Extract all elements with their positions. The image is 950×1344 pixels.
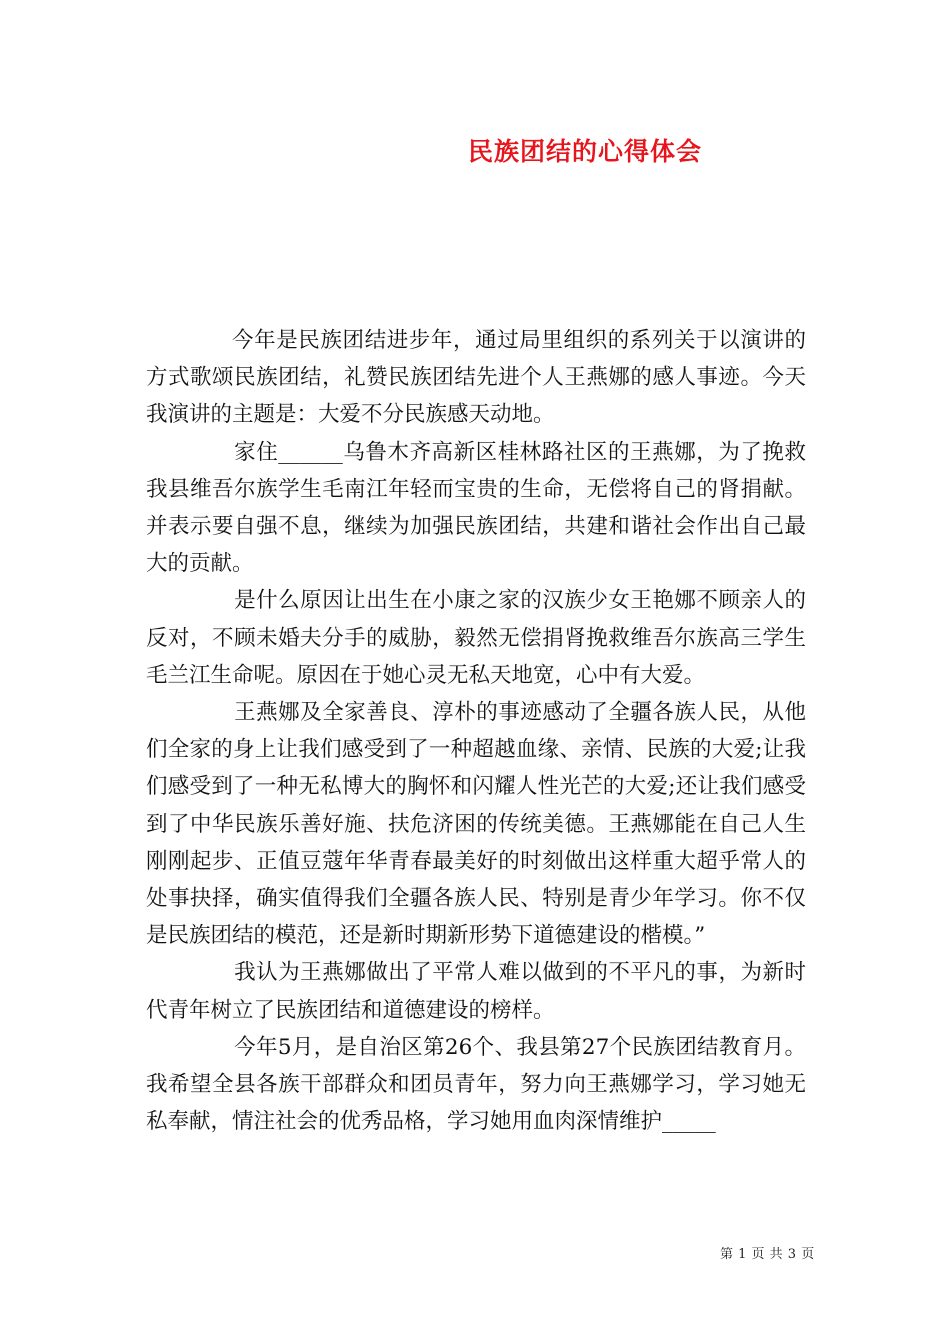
paragraph-5: 我认为王燕娜做出了平常人难以做到的不平凡的事，为新时代青年树立了民族团结和道德建设的榜样。	[146, 960, 806, 1023]
page-number-footer: 第 1 页 共 3 页	[720, 1247, 815, 1262]
paragraph-4: 王燕娜及全家善良、淳朴的事迹感动了全疆各族人民，从他们全家的身上让我们感受到了一种超越血缘、亲情、民族的大爱;让我们感受到了一种无私博大的胸怀和闪耀人性光芒的大爱;还让我们感受到了中华民族乐善好施、扶危济困的传统美德。王燕娜能在自己人生刚刚起步、正值豆蔻年华青春最美好的时刻做出这样重大超乎常人的处事抉择，确实值得我们全疆各族人民、特别是青少年学习。你不仅是民族团结的模范，还是新时期新形势下道德建设的楷模。”	[146, 700, 806, 949]
paragraph-6: 今年5月，是自治区第26个、我县第27个民族团结教育月。我希望全县各族干部群众和团员青年，努力向王燕娜学习，学习她无私奉献，情注社会的优秀品格，学习她用血肉深情维护_____	[146, 1034, 806, 1135]
paragraph-2: 家住______乌鲁木齐高新区桂林路社区的王燕娜，为了挽救我县维吾尔族学生毛南江年轻而宝贵的生命，无偿将自己的肾捐献。并表示要自强不息，继续为加强民族团结，共建和谐社会作出自己最大的贡献。	[146, 439, 806, 577]
paragraph-1: 今年是民族团结进步年，通过局里组织的系列关于以演讲的方式歌颂民族团结，礼赞民族团结先进个人王燕娜的感人事迹。今天我演讲的主题是：大爱不分民族感天动地。	[146, 328, 806, 428]
document-body	[146, 322, 806, 1140]
paragraph-3: 是什么原因让出生在小康之家的汉族少女王艳娜不顾亲人的反对，不顾未婚夫分手的威胁，毅然无偿捐肾挽救维吾尔族高三学生毛兰江生命呢。原因在于她心灵无私天地宽，心中有大爱。	[146, 588, 806, 688]
document-title: 民族团结的心得体会	[467, 137, 702, 166]
